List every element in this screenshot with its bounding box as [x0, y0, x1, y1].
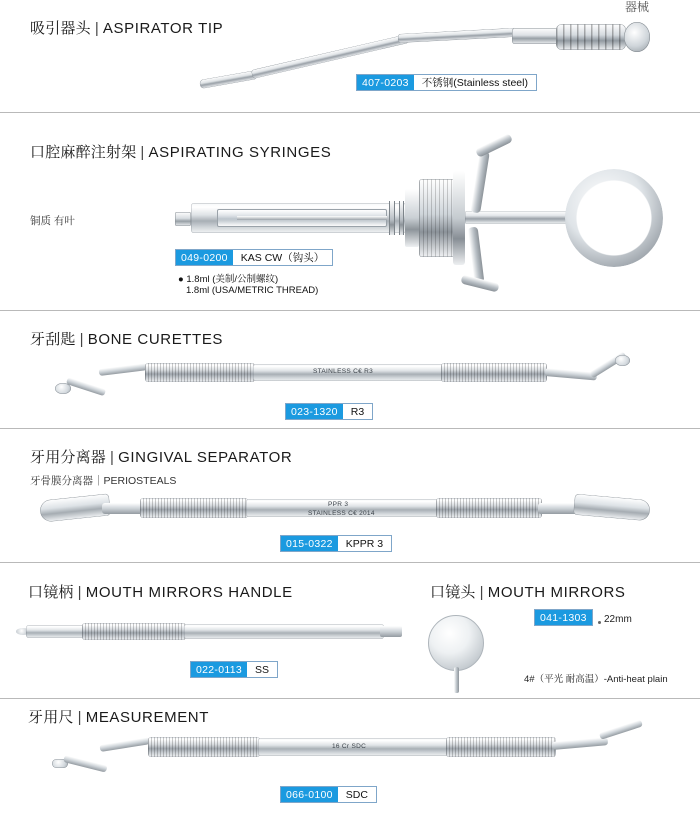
shaft-marking: 16 Cr SDC [332, 743, 367, 750]
shaft-marking: STAINLESS C€ R3 [313, 368, 374, 375]
spec-note-2: 1.8ml (USA/METRIC THREAD) [186, 285, 319, 296]
section-aspirating-syringes [0, 112, 700, 310]
mirror-size-label: 22mm [604, 614, 632, 625]
section-gingival-separator [0, 428, 700, 562]
section-subtitle: 牙骨膜分离器｜PERIOSTEALS [30, 475, 177, 487]
mirror-spec-note: 4#（平光 耐高温）-Anti-heat plain [524, 674, 668, 685]
illustration-bone-curette [55, 355, 655, 407]
section-title-mouth-mirrors-handle: 口镜柄 | MOUTH MIRRORS HANDLE [28, 584, 293, 601]
product-code: 015-0322 [281, 536, 338, 551]
section-subtitle: 铜质 有叶 [30, 215, 75, 227]
section-title-cn: 牙刮匙 [30, 331, 76, 348]
code-chip-bone-curettes[interactable] [285, 403, 373, 420]
code-chip-mouth-mirrors-handle[interactable] [190, 661, 278, 678]
section-title-cn: 口腔麻醉注射架 [30, 144, 137, 161]
section-title-en: GINGIVAL SEPARATOR [118, 449, 293, 466]
product-code: 023-1320 [286, 404, 343, 419]
code-chip-aspirating-syringes[interactable] [175, 249, 333, 266]
illustration-measurement-probe [52, 731, 662, 783]
product-code: 066-0100 [281, 787, 338, 802]
section-mouth-mirrors [0, 562, 700, 698]
section-title-en: BONE CURETTES [87, 331, 224, 348]
product-code: 407-0203 [357, 75, 414, 90]
section-bone-curettes [0, 310, 700, 428]
section-aspirator-tip [0, 0, 700, 112]
section-title-aspirator-tip: 吸引器头 | ASPIRATOR TIP [30, 20, 224, 37]
section-title-cn: 牙用尺 [28, 709, 74, 726]
section-title-measurement: 牙用尺 | MEASUREMENT [28, 709, 209, 726]
shaft-marking-top: PPR 3 [328, 501, 349, 508]
product-desc: SS [255, 663, 270, 676]
section-title-en: MOUTH MIRRORS [487, 584, 626, 601]
section-title-cn: 口镜柄 [28, 584, 74, 601]
shaft-marking-bottom: STAINLESS C€ 2014 [308, 510, 375, 517]
section-title-cn: 口镜头 [430, 584, 476, 601]
size-leader-dot [598, 621, 601, 624]
section-title-bone-curettes: 牙刮匙 | BONE CURETTES [30, 331, 224, 348]
section-title-mouth-mirrors: 口镜头 | MOUTH MIRRORS [430, 584, 626, 601]
product-code: 022-0113 [191, 662, 247, 677]
section-title-en: MOUTH MIRRORS HANDLE [85, 584, 293, 601]
product-desc: SDC [345, 788, 368, 801]
product-desc: 不锈钢(Stainless steel) [421, 77, 528, 89]
product-code: 041-1303 [535, 610, 592, 625]
product-desc: R3 [350, 405, 365, 418]
code-chip-gingival-separator[interactable] [280, 535, 392, 552]
code-chip-measurement[interactable] [280, 786, 377, 803]
product-desc: KPPR 3 [345, 537, 384, 550]
code-chip-aspirator-tip[interactable] [356, 74, 537, 91]
code-chip-mouth-mirrors[interactable] [534, 609, 593, 626]
spec-note-1: ● 1.8ml (美制/公制螺纹) [178, 274, 279, 285]
section-title-en: ASPIRATOR TIP [102, 20, 224, 37]
section-title-aspirating-syringes: 口腔麻醉注射架 | ASPIRATING SYRINGES [30, 144, 332, 161]
page-top-cropped-text: 器械 [625, 0, 650, 14]
section-title-cn: 吸引器头 [30, 20, 91, 37]
illustration-gingival-separator [40, 491, 660, 531]
product-code: 049-0200 [176, 250, 233, 265]
illustration-mouth-mirror-handle [16, 619, 406, 645]
section-measurement [0, 698, 700, 821]
section-title-en: MEASUREMENT [85, 709, 209, 726]
section-title-cn: 牙用分离器 [30, 449, 107, 466]
section-title-en: ASPIRATING SYRINGES [148, 144, 332, 161]
illustration-mouth-mirror-head [424, 611, 514, 693]
section-title-gingival-separator: 牙用分离器 | GINGIVAL SEPARATOR [30, 449, 293, 466]
product-desc: KAS CW（钩头） [240, 252, 325, 264]
mirror-disc [428, 615, 484, 671]
